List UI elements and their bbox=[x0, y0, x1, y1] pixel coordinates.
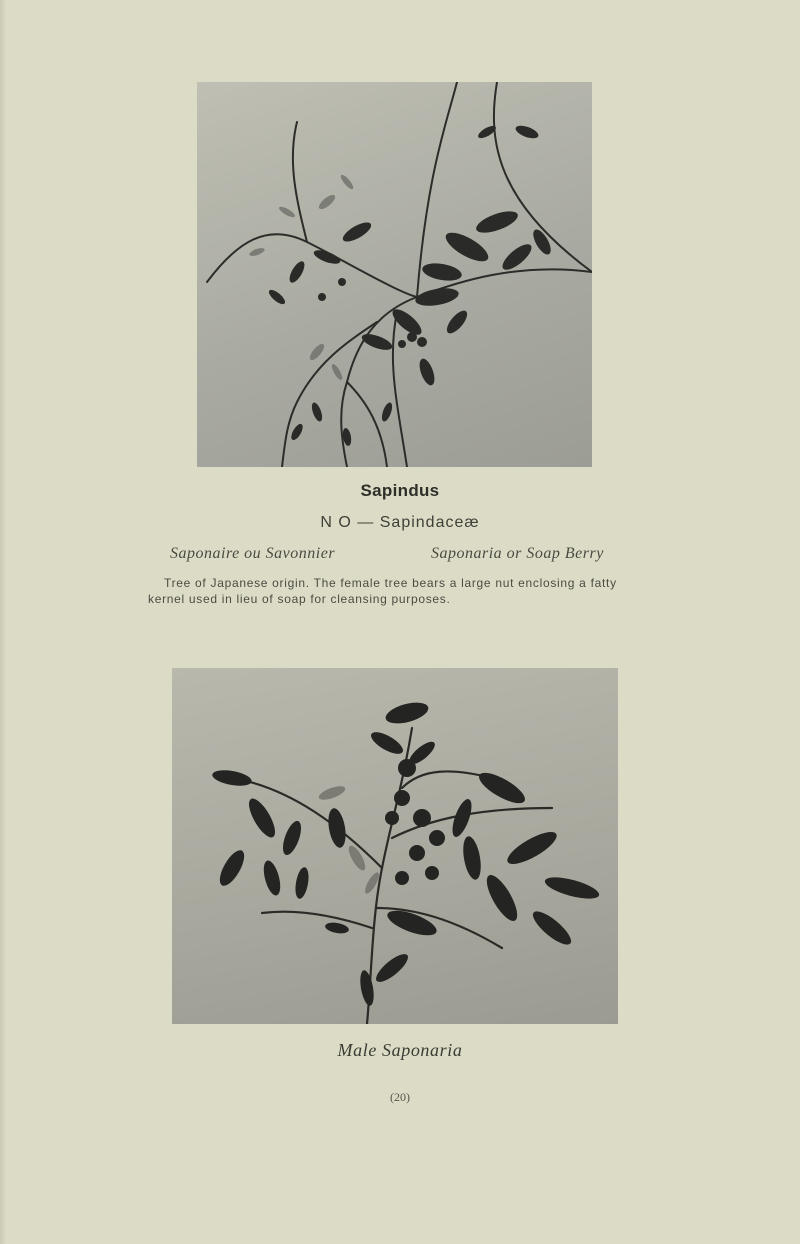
bottom-plate-branch-illustration bbox=[172, 668, 618, 1024]
top-plate-photograph bbox=[197, 82, 592, 467]
plate-caption: Male Saponaria bbox=[337, 1040, 463, 1060]
plant-description: Tree of Japanese origin. The female tree bears a large nut enclosing a fatty kernel used in lieu of soap for cleansing purposes. bbox=[148, 576, 617, 606]
french-common-names: Saponaire ou Savonnier bbox=[170, 545, 336, 562]
botanical-family: N O — Sapindaceæ bbox=[320, 514, 480, 531]
bottom-plate-photograph bbox=[172, 668, 618, 1024]
page-number: (20) bbox=[390, 1090, 410, 1104]
plant-title: Sapindus bbox=[360, 481, 440, 500]
top-plate-branch-illustration bbox=[197, 82, 592, 467]
english-common-names: Saponaria or Soap Berry bbox=[431, 545, 604, 562]
